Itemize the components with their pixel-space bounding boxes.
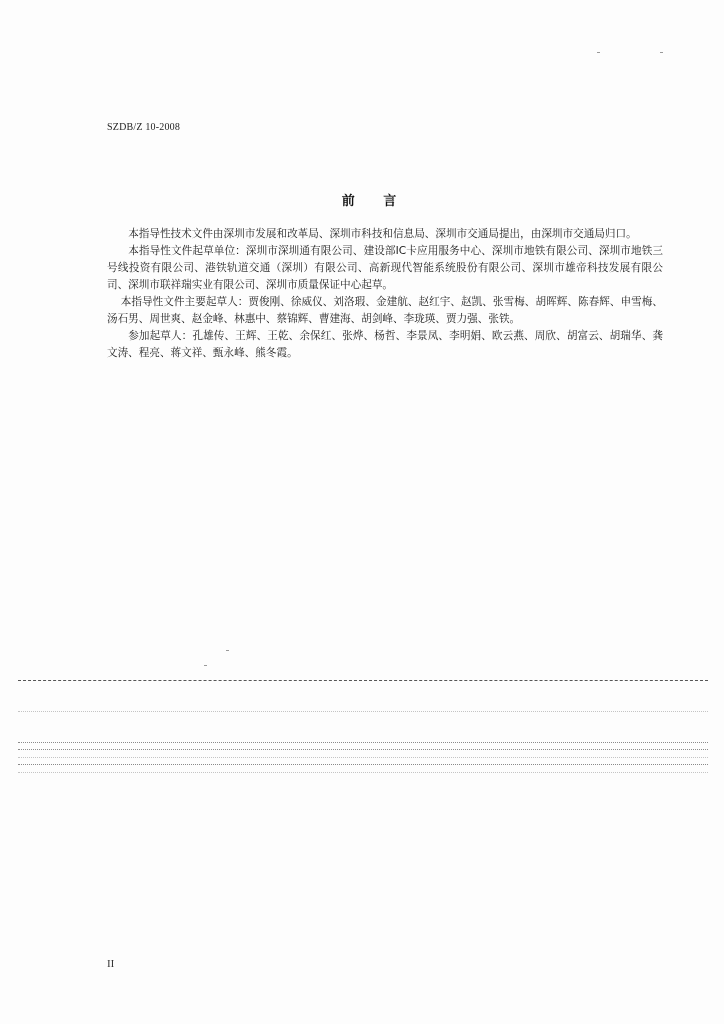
scan-artifact-line [18, 680, 708, 681]
scan-artifact-line [18, 764, 708, 765]
document-code: SZDB/Z 10-2008 [107, 122, 181, 133]
scan-speck [226, 650, 229, 651]
paragraph-participating-drafters: 参加起草人：孔雄传、王辉、王乾、余保红、张烨、杨哲、李景凤、李明娟、欧云燕、周欣、胡富云、胡瑞华、龚文涛、程亮、蒋文祥、甄永峰、熊冬霞。 [107, 330, 663, 359]
paragraph-drafting-units: 本指导性文件起草单位：深圳市深圳通有限公司、建设部IC卡应用服务中心、深圳市地铁有限公司、深圳市地铁三号线投资有限公司、港铁轨道交通（深圳）有限公司、高新现代智能系统股份有限公司、深圳市雄帝科技发展有限公司、深圳市联祥瑞实业有限公司、深圳市质量保证中心起草。 [107, 245, 663, 291]
foreword-body [107, 226, 663, 362]
section-title: 前 言 [341, 194, 409, 209]
scan-artifact-line [18, 757, 708, 758]
scan-speck [597, 52, 600, 53]
scan-artifact-line [18, 749, 708, 750]
scan-speck [204, 665, 207, 666]
scan-speck [660, 52, 663, 53]
scan-artifact-line [18, 711, 708, 712]
paragraph-main-drafters: 本指导性文件主要起草人：贾俊刚、徐威仪、刘洛瑕、金建航、赵红宇、赵凯、张雪梅、胡晖辉、陈春辉、申雪梅、汤石男、周世爽、赵金峰、林惠中、蔡锦辉、曹建海、胡剑峰、李珑瑛、贾力强、张铁。 [107, 296, 663, 325]
scan-artifact-line [18, 742, 708, 743]
paragraph-proposer: 本指导性技术文件由深圳市发展和改革局、深圳市科技和信息局、深圳市交通局提出，由深圳市交通局归口。 [128, 228, 637, 240]
scan-artifact-line [18, 772, 708, 773]
page-number: II [107, 958, 115, 970]
